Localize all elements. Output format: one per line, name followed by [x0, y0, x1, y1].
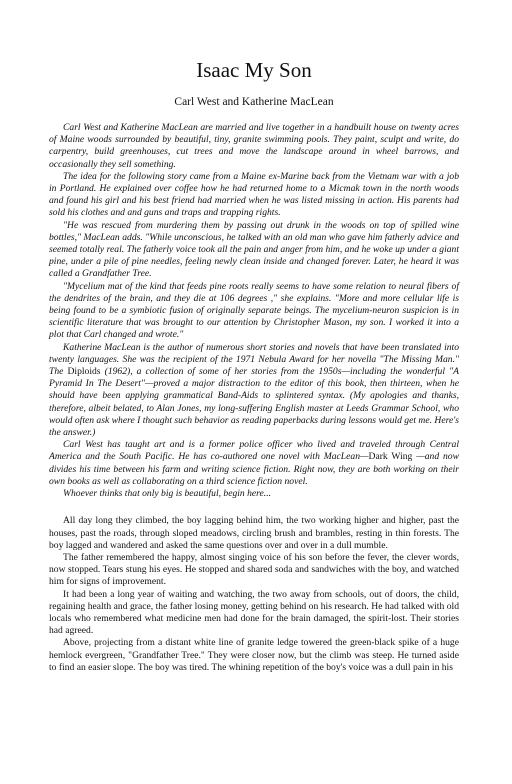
intro-text: Katherine MacLean is the author of numerous short stories and novels that have been translated into twenty languages. She was the recipient of the 1971 Nebula Award for her novella "The Missing Man." The [49, 341, 459, 378]
story-body [49, 515, 459, 674]
book-title-dark-wing: Dark Wing [368, 451, 413, 463]
intro-text: —and now divides his time between his farm and writing science fiction. Right now, they are both working on their own books as well as collaborating on a third science fiction novel. [49, 451, 459, 487]
intro-text: (1962), a collection of some of her stories from the 1950s—including the wonderful "A Pyramid In The Desert"—proved a major distraction to the editor of this book, then thirteen, when he should have been applying grammatical Band-Aids to splintered syntax. (My apologies and thanks, therefore, albeit belated, to Alan Jones, my long-suffering English master at Leeds Grammar School, who would often ask where I thought such behavior as reading paperbacks during lessons would get me. Here's the answer.) [49, 366, 460, 439]
intro-paragraph: "He was rescued from murdering them by passing out drunk in the woods on top of spilled wine bottles," MacLean adds. "While unconscious, he talked with an old man who gave him fatherly advice and seemed totally real. The fatherly voice took all the pain and anger from him, and he woke up under a giant pine, under a pile of pine needles, feeling newly clean inside and changed forever. Later, he heard it was called a Grandfather Tree. [49, 219, 459, 280]
intro-paragraph: Whoever thinks that only big is beautiful, begin here... [63, 488, 272, 500]
intro-paragraph [49, 342, 459, 440]
intro-paragraph: "Mycelium mat of the kind that feeds pine roots really seems to have some relation to neural fibers of the dendrites of the brain, and they die at 106 degrees ," she explains. "More and more cellular life is being found to be a symbiotic fusion of originally separate beings. The mycelium-neuron suspicion is in scientific literature that was brought to our attention by Christopher Mason, my son. I worked it into a plot that Carl changed and wrote." [49, 280, 459, 341]
intro-paragraph [49, 439, 459, 488]
document-page [0, 58, 512, 784]
story-authors: Carl West and Katherine MacLean [174, 96, 334, 108]
book-title-diploids: Diploids [67, 366, 101, 378]
story-paragraph: Above, projecting from a distant white line of granite ledge towered the green-black spike of a huge hemlock evergreen, "Grandfather Tree." They were closer now, but the climb was steep. He turned aside to find an easier slope. The boy was tired. The whining repetition of the boy's voice was a dull pain in his [49, 637, 459, 673]
intro-paragraph: The idea for the following story came from a Maine ex-Marine back from the Vietnam war with a job in Portland. He explained over coffee how he had returned home to a Micmak town in the north woods and found his girl and his best friend had married when he was listed missing in action. His parents had sold his clothes and and guns and traps and trapping rights. [49, 170, 459, 219]
intro-paragraph: Carl West and Katherine MacLean are married and live together in a handbuilt house on twenty acres of Maine woods surrounded by beautiful, tiny, granite swimming pools. They paint, sculpt and write, do carpentry, build greenhouses, cut trees and move the landscape around in wheel barrows, and occasionally they sell something. [49, 122, 459, 170]
story-paragraph: It had been a long year of waiting and watching, the two away from schools, out of doors, the child, regaining health and grace, the father losing money, getting behind on his research. He had talked with old locals who remembered what medicine men had done for the brain damaged, the spirit-lost. Their stories had agreed. [49, 588, 459, 637]
story-paragraph: All day long they climbed, the boy lagging behind him, the two working higher and higher, past the houses, past the roads, through sloped meadows, circling brush and brambles, resting in thin forests. The boy lagged and wandered and asked the same questions over and over in a dull mumble. [49, 515, 459, 551]
story-paragraph: The father remembered the happy, almost singing voice of his son before the fever, the clever words, now stopped. Tears stung his eyes. He stopped and shared soda and sandwiches with the boy, and watched him for signs of improvement. [49, 551, 459, 588]
intro-text: Carl West has taught art and is a former police officer who lived and traveled through Central America and the South Pacific. He has co-authored one novel with MacLean— [49, 439, 459, 463]
story-title: Isaac My Son [196, 58, 312, 82]
author-introduction [49, 122, 459, 500]
